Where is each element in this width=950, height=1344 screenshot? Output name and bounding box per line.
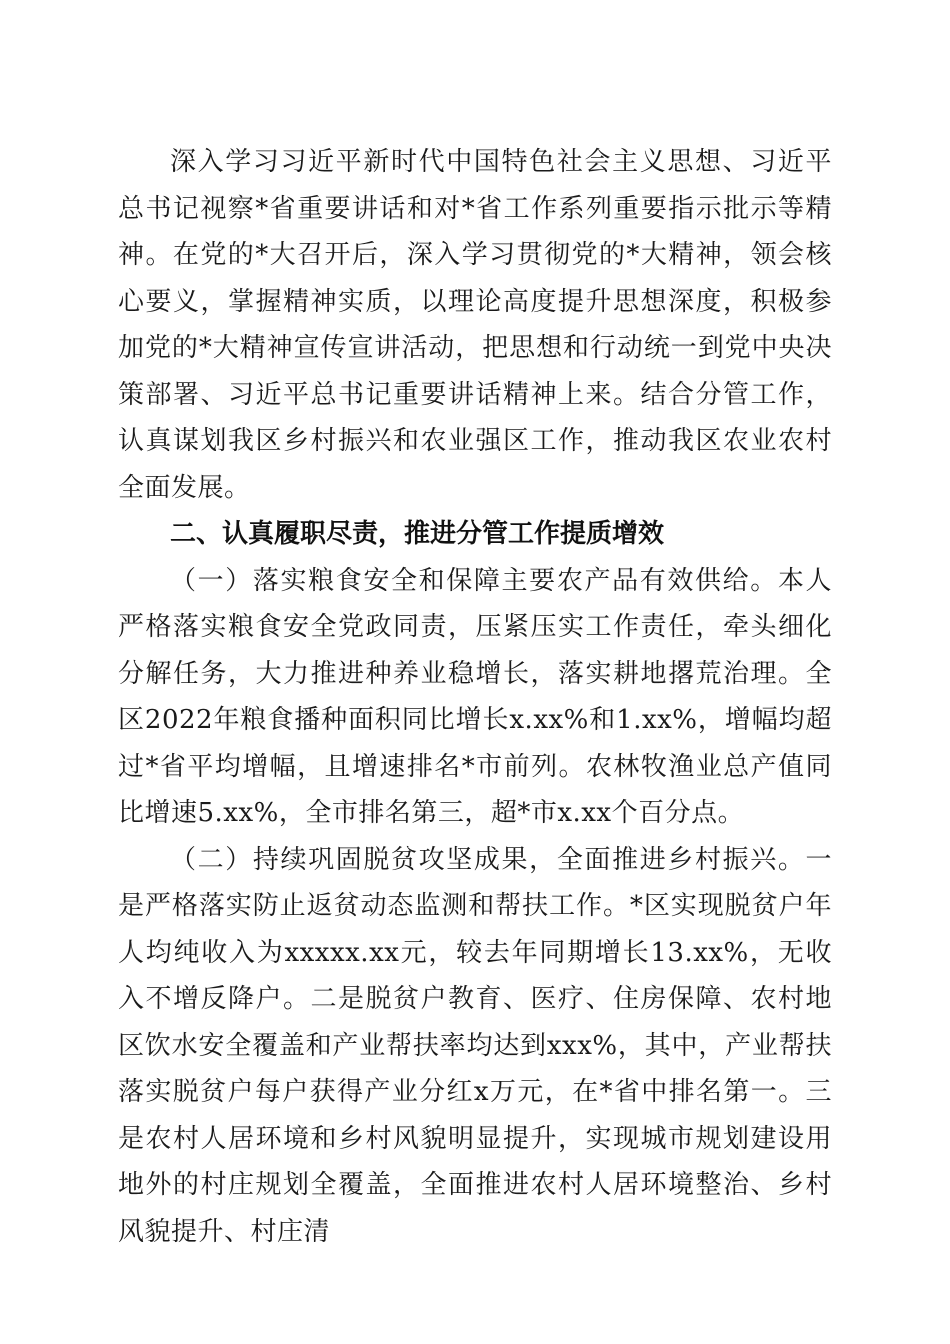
document-body xyxy=(118,139,832,1255)
paragraph-grain-security: （一）落实粮食安全和保障主要农产品有效供给。本人严格落实粮食安全党政同责，压紧压实工作责任，牵头细化分解任务，大力推进种养业稳增长，落实耕地撂荒治理。全区2022年粮食播种面积同比增长x.xx%和1.xx%，增幅均超过*省平均增幅，且增速排名*市前列。农林牧渔业总产值同比增速5.xx%，全市排名第三，超*市x.xx个百分点。 xyxy=(118,565,832,828)
paragraph-rural-revitalization: （二）持续巩固脱贫攻坚成果，全面推进乡村振兴。一是严格落实防止返贫动态监测和帮扶工作。*区实现脱贫户年人均纯收入为xxxxx.xx元，较去年同期增长13.xx%，无收入不增反降户。二是脱贫户教育、医疗、住房保障、农村地区饮水安全覆盖和产业帮扶率均达到xxx%，其中，产业帮扶落实脱贫户每户获得产业分红x万元，在*省中排名第一。三是农村人居环境和乡村风貌明显提升，实现城市规划建设用地外的村庄规划全覆盖，全面推进农村人居环境整治、乡村风貌提升、村庄清 xyxy=(118,844,832,1247)
section-heading-duty: 二、认真履职尽责，推进分管工作提质增效 xyxy=(170,519,665,549)
paragraph-study: 深入学习习近平新时代中国特色社会主义思想、习近平总书记视察*省重要讲话和对*省工作系列重要指示批示等精神。在党的*大召开后，深入学习贯彻党的*大精神，领会核心要义，掌握精神实质，以理论高度提升思想深度，积极参加党的*大精神宣传宣讲活动，把思想和行动统一到党中央决策部署、习近平总书记重要讲话精神上来。结合分管工作，认真谋划我区乡村振兴和农业强区工作，推动我区农业农村全面发展。 xyxy=(118,147,832,503)
